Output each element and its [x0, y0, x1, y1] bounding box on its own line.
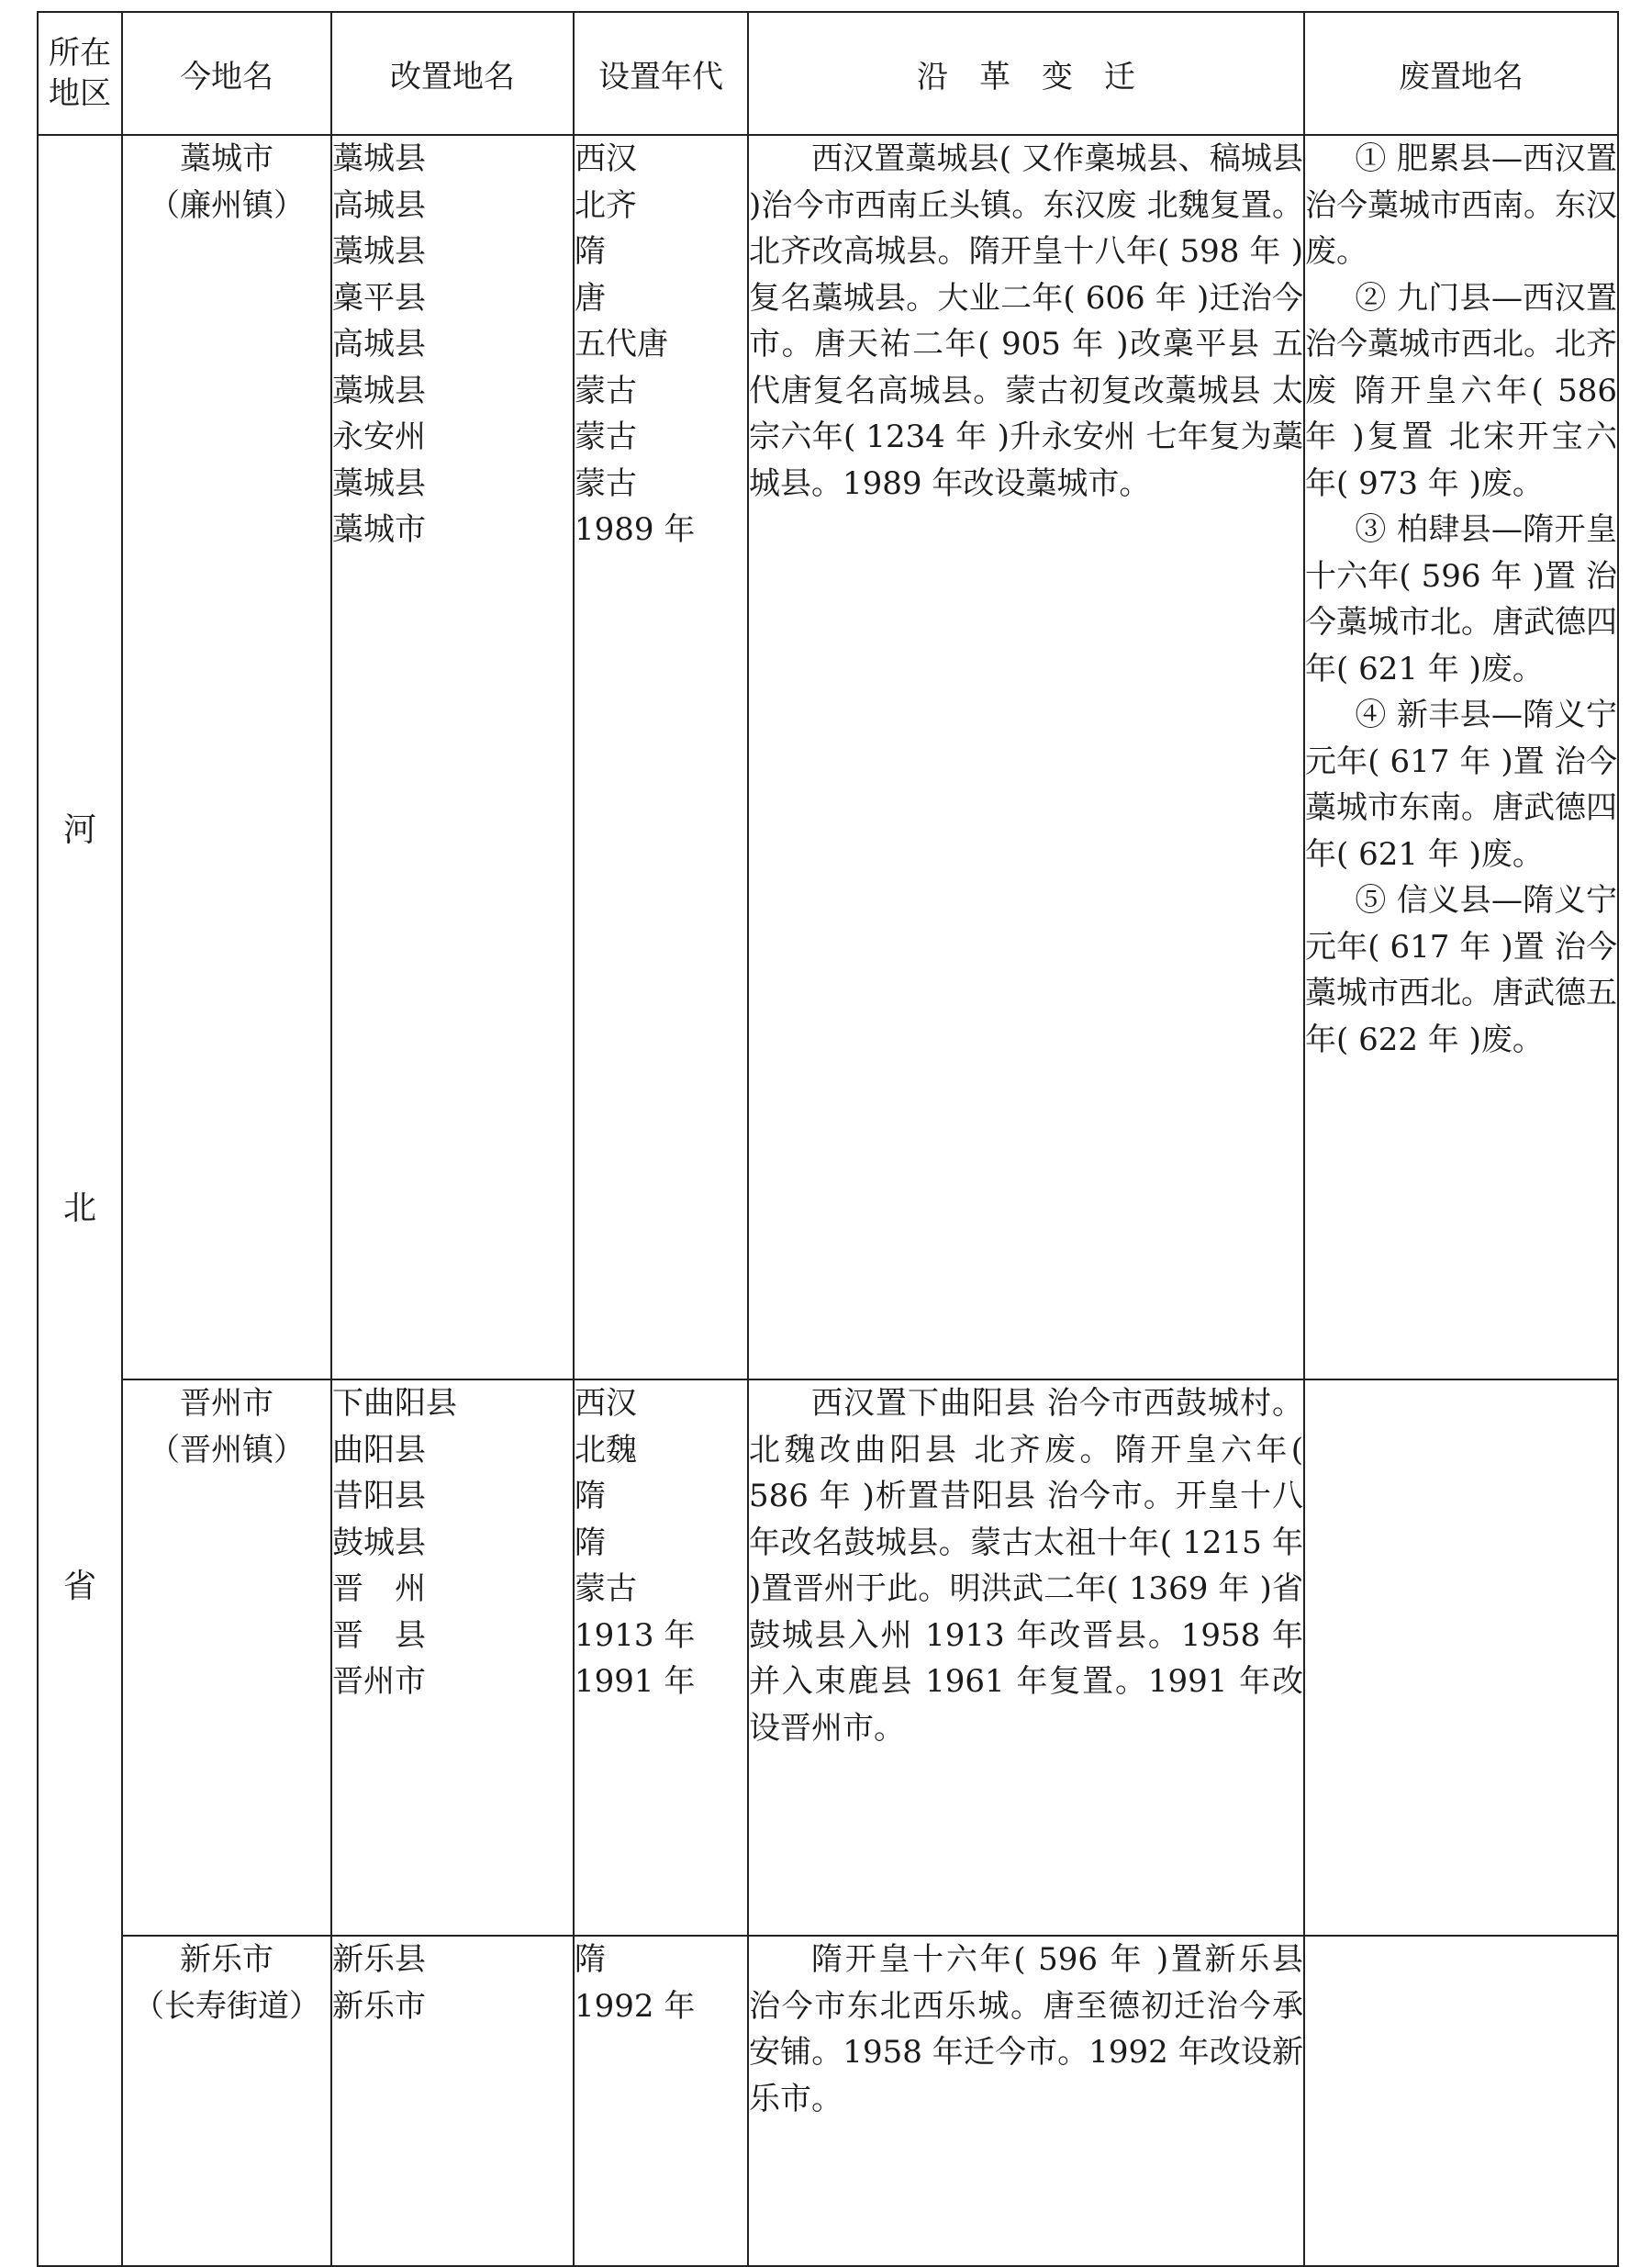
abolished-entry: ⑤ 信义县—隋义宁元年( 617 年 )置 治今藁城市西北。唐武德五年( 622 年 )废。 — [1305, 882, 1617, 1058]
era-cell — [574, 1936, 748, 2266]
changed-name: 下曲阳县 — [332, 1385, 457, 1422]
current-name-cell — [122, 135, 331, 1379]
header-history: 沿 革 变 迁 — [748, 12, 1304, 135]
changed-name: 永安州 — [332, 419, 426, 455]
era: 隋 — [575, 1941, 606, 1978]
changed-name: 稾平县 — [332, 279, 426, 317]
region-char: 省 — [62, 1568, 96, 1605]
abolished-entry: ③ 柏肆县—隋开皇十六年( 596 年 )置 治今藁城市北。唐武德四年( 621 年 )废。 — [1305, 511, 1617, 687]
era: 北魏 — [575, 1431, 637, 1469]
changed-name: 新乐县 — [332, 1941, 426, 1978]
era: 隋 — [575, 1524, 606, 1561]
changed-name: 晋 县 — [332, 1616, 426, 1654]
era: 1991 年 — [575, 1663, 696, 1700]
header-row — [38, 12, 1618, 135]
current-name-cell — [122, 1936, 331, 2266]
header-current-name: 今地名 — [122, 12, 331, 135]
seat-name: （廉州镇） — [149, 186, 305, 224]
current-name: 藁城市 — [180, 140, 273, 177]
era: 五代唐 — [575, 326, 668, 363]
abolished-cell — [1304, 1936, 1618, 2266]
era-cell — [574, 135, 748, 1379]
era: 隋 — [575, 1478, 606, 1514]
era: 北齐 — [575, 186, 637, 224]
changed-names-cell — [331, 1936, 574, 2266]
changed-name: 藁城县 — [332, 372, 426, 409]
table-row — [38, 135, 1618, 1379]
changed-name: 藁城县 — [332, 233, 426, 270]
era: 1992 年 — [575, 1987, 696, 2025]
history-table — [37, 11, 1619, 2267]
current-name: 新乐市 — [180, 1941, 273, 1978]
era-cell — [574, 1379, 748, 1936]
changed-name: 藁城县 — [332, 140, 426, 177]
seat-name: （长寿街道） — [133, 1987, 320, 2025]
era: 西汉 — [575, 140, 637, 177]
changed-name: 高城县 — [332, 326, 426, 363]
history-text: 西汉置藁城县( 又作稾城县、稿城县 )治今市西南丘头镇。东汉废 北魏复置。北齐改高城县。隋开皇十八年( 598 年 )复名藁城县。大业二年( 606 年 )迁治今市。唐天祐二年( 905 年 )改稾平县 五代唐复名高城县。蒙古初复改藁城县 太宗六年( 1234 年 )升永安州 七年复为藁城县。1989 年改设藁城市。 — [748, 135, 1304, 1379]
changed-names-cell — [331, 1379, 574, 1936]
abolished-entry: ④ 新丰县—隋义宁元年( 617 年 )置 治今藁城市东南。唐武德四年( 621 年 )废。 — [1305, 697, 1617, 873]
era: 蒙古 — [575, 372, 637, 409]
seat-name: （晋州镇） — [149, 1431, 305, 1469]
history-text: 隋开皇十六年( 596 年 )置新乐县 治今市东北西乐城。唐至德初迁治今承安铺。1958 年迁今市。1992 年改设新乐市。 — [748, 1936, 1304, 2266]
era: 1913 年 — [575, 1616, 696, 1654]
history-text: 西汉置下曲阳县 治今市西鼓城村。北魏改曲阳县 北齐废。隋开皇六年( 586 年 )析置昔阳县 治今市。开皇十八年改名鼓城县。蒙古太祖十年( 1215 年 )置晋州于此。明洪武二年( 1369 年 )省鼓城县入州 1913 年改晋县。1958 年并入束鹿县 1961 年复置。1991 年改设晋州市。 — [748, 1379, 1304, 1936]
era: 唐 — [575, 279, 606, 317]
header-changed-names: 改置地名 — [331, 12, 574, 135]
abolished-cell — [1304, 1379, 1618, 1936]
header-region-line-2: 地区 — [49, 75, 111, 112]
era: 蒙古 — [575, 464, 637, 502]
changed-names-cell — [331, 135, 574, 1379]
era: 西汉 — [575, 1385, 637, 1422]
header-era: 设置年代 — [574, 12, 748, 135]
changed-name: 昔阳县 — [332, 1478, 426, 1514]
current-name-cell — [122, 1379, 331, 1936]
era: 1989 年 — [575, 511, 696, 548]
changed-name: 新乐市 — [332, 1987, 426, 2025]
changed-name: 高城县 — [332, 186, 426, 224]
table-row — [38, 1379, 1618, 1936]
changed-name: 曲阳县 — [332, 1431, 426, 1469]
table-row — [38, 1936, 1618, 2266]
region-char: 北 — [62, 1189, 96, 1227]
era: 隋 — [575, 233, 606, 270]
region-cell — [38, 135, 122, 2266]
changed-name: 藁城县 — [332, 464, 426, 502]
changed-name: 晋 州 — [332, 1570, 426, 1607]
abolished-entry: ② 九门县—西汉置 治今藁城市西北。北齐废 隋开皇六年( 586 年 )复置 北宋开宝六年( 973 年 )废。 — [1305, 279, 1617, 502]
header-region — [38, 12, 122, 135]
header-region-line-1: 所在 — [49, 35, 111, 72]
era: 蒙古 — [575, 1570, 637, 1607]
changed-name: 鼓城县 — [332, 1524, 426, 1561]
current-name: 晋州市 — [180, 1385, 273, 1422]
abolished-entry: ① 肥累县—西汉置 治今藁城市西南。东汉废。 — [1305, 140, 1617, 270]
header-abolished: 废置地名 — [1304, 12, 1618, 135]
region-char: 河 — [62, 811, 96, 849]
changed-name: 藁城市 — [332, 511, 426, 548]
era: 蒙古 — [575, 419, 637, 455]
abolished-cell — [1304, 135, 1618, 1379]
changed-name: 晋州市 — [332, 1663, 426, 1700]
